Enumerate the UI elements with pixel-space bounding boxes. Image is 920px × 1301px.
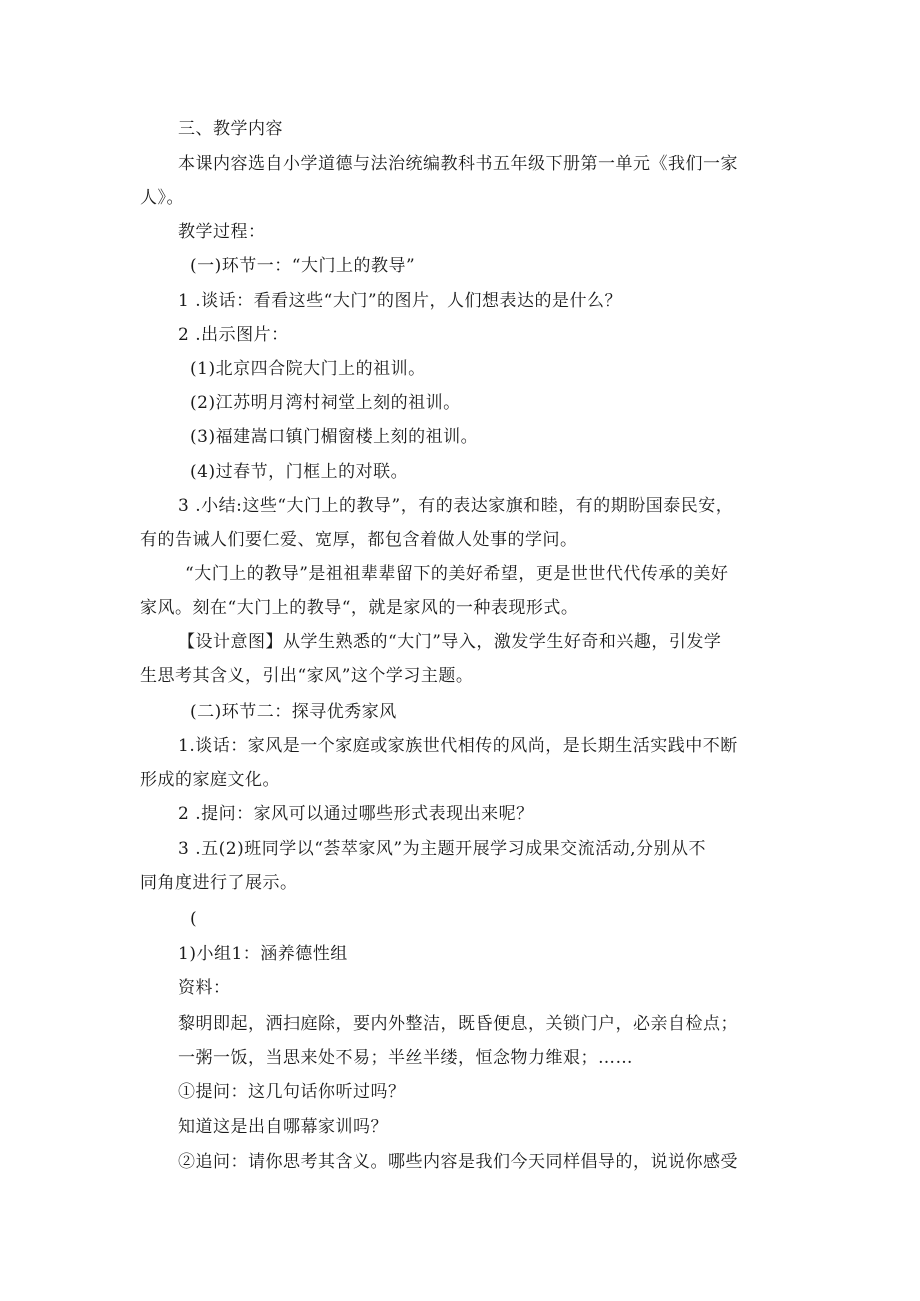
paragraph-line: 有的告诫人们要仁爱、宽厚，都包含着做人处事的学问。 xyxy=(140,530,578,550)
paragraph-line: 家风。刻在“大门上的教导“，就是家风的一种表现形式。 xyxy=(140,598,579,618)
list-item: 2 .提问：家风可以通过哪些形式表现出来呢？ xyxy=(178,804,534,824)
paragraph-line: 资料： xyxy=(178,978,231,998)
paragraph-line: 3 .小结:这些“大门上的教导”，有的表达家旗和睦，有的期盼国泰民安， xyxy=(178,496,734,516)
list-item: 2 .出示图片： xyxy=(178,325,289,345)
paragraph-line: “大门上的教导”是祖祖辈辈留下的美好希望，更是世世代代传承的美好 xyxy=(185,564,729,584)
paragraph-line: 人》。 xyxy=(140,188,184,208)
list-item: ②追问：请你思考其含义。哪些内容是我们今天同样倡导的，说说你感受 xyxy=(178,1152,738,1172)
list-item: (3)福建嵩口镇门楣窗楼上刻的祖训。 xyxy=(190,427,479,447)
paragraph-line: 本课内容选自小学道德与法治统编教科书五年级下册第一单元《我们一家 xyxy=(178,154,738,174)
paragraph-line: 【设计意图】从学生熟悉的“大门”导入，激发学生好奇和兴趣，引发学 xyxy=(178,632,722,652)
subheading: (一)环节一：“大门上的教导” xyxy=(190,256,416,276)
list-item: (4)过春节，门框上的对联。 xyxy=(190,462,409,482)
quote-line: 黎明即起，洒扫庭除，要内外整洁，既昏便息，关锁门户，必亲自检点； xyxy=(178,1014,738,1034)
paragraph-line: ( xyxy=(190,909,198,929)
list-item: 1)小组1：涵养德性组 xyxy=(178,944,348,964)
subheading: 教学过程： xyxy=(178,222,266,242)
subheading: (二)环节二：探寻优秀家风 xyxy=(190,702,397,722)
section-heading: 三、教学内容 xyxy=(178,119,283,139)
list-item: (2)江苏明月湾村祠堂上刻的祖训。 xyxy=(190,393,461,413)
paragraph-line: 1.谈话：家风是一个家庭或家族世代相传的风尚，是长期生活实践中不断 xyxy=(178,736,738,756)
paragraph-line: 生思考其含义，引出“家风”这个学习主题。 xyxy=(140,666,474,686)
list-item: ①提问：这几句话你听过吗？ xyxy=(178,1082,406,1102)
paragraph-line: 3 .五(2)班同学以“荟萃家风”为主题开展学习成果交流活动,分别从不 xyxy=(178,839,706,859)
quote-line: 一粥一饭，当思来处不易；半丝半缕，恒念物力维艰；…… xyxy=(178,1048,633,1068)
paragraph-line: 知道这是出自哪幕家训吗？ xyxy=(178,1117,388,1137)
list-item: (1)北京四合院大门上的祖训。 xyxy=(190,359,426,379)
list-item: 1 .谈话：看看这些“大门”的图片，人们想表达的是什么？ xyxy=(178,291,623,311)
paragraph-line: 同角度进行了展示。 xyxy=(140,873,298,893)
paragraph-line: 形成的家庭文化。 xyxy=(140,770,280,790)
